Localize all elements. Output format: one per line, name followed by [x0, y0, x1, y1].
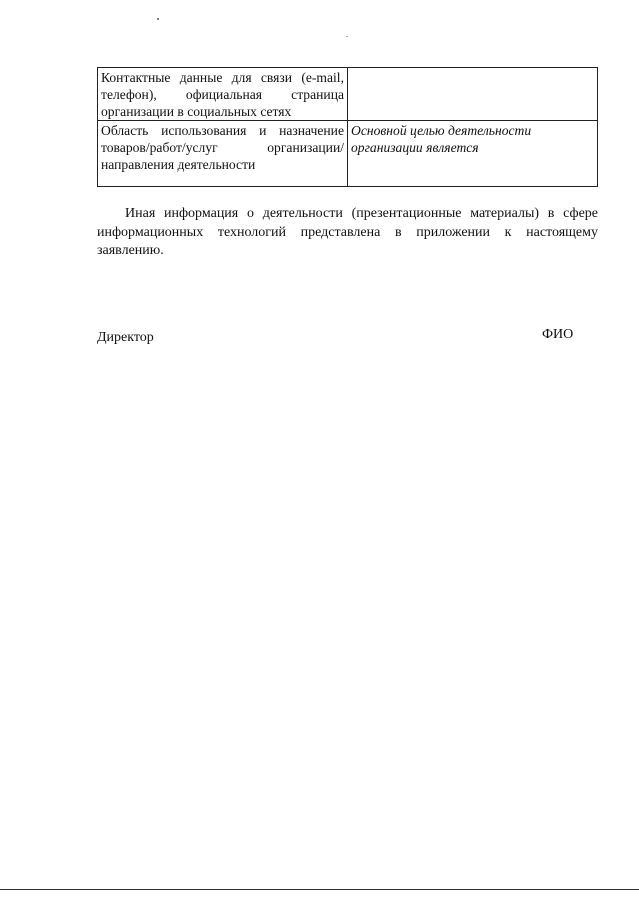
signatory-title: Директор — [97, 330, 154, 345]
scan-speck — [157, 18, 159, 20]
other-information-paragraph: Иная информация о деятельности (презентационные материалы) в сфере информационных технологий представлена в приложении к настоящему заявлению. — [97, 206, 598, 258]
usage-area-label: Область использования и назначение товаров/работ/услуг организации/направления деятельности — [98, 121, 348, 187]
contact-data-label: Контактные данные для связи (e-mail, телефон), официальная страница организации в социальных сетях — [98, 68, 348, 121]
organization-info-table — [97, 67, 598, 187]
usage-area-value: Основной целью деятельности организации является — [348, 121, 598, 187]
signatory-name: ФИО — [542, 327, 574, 342]
table-row — [98, 68, 598, 121]
contact-data-value — [348, 68, 598, 121]
scan-speck — [346, 36, 348, 37]
table-row — [98, 121, 598, 187]
page-bottom-edge — [0, 889, 639, 890]
